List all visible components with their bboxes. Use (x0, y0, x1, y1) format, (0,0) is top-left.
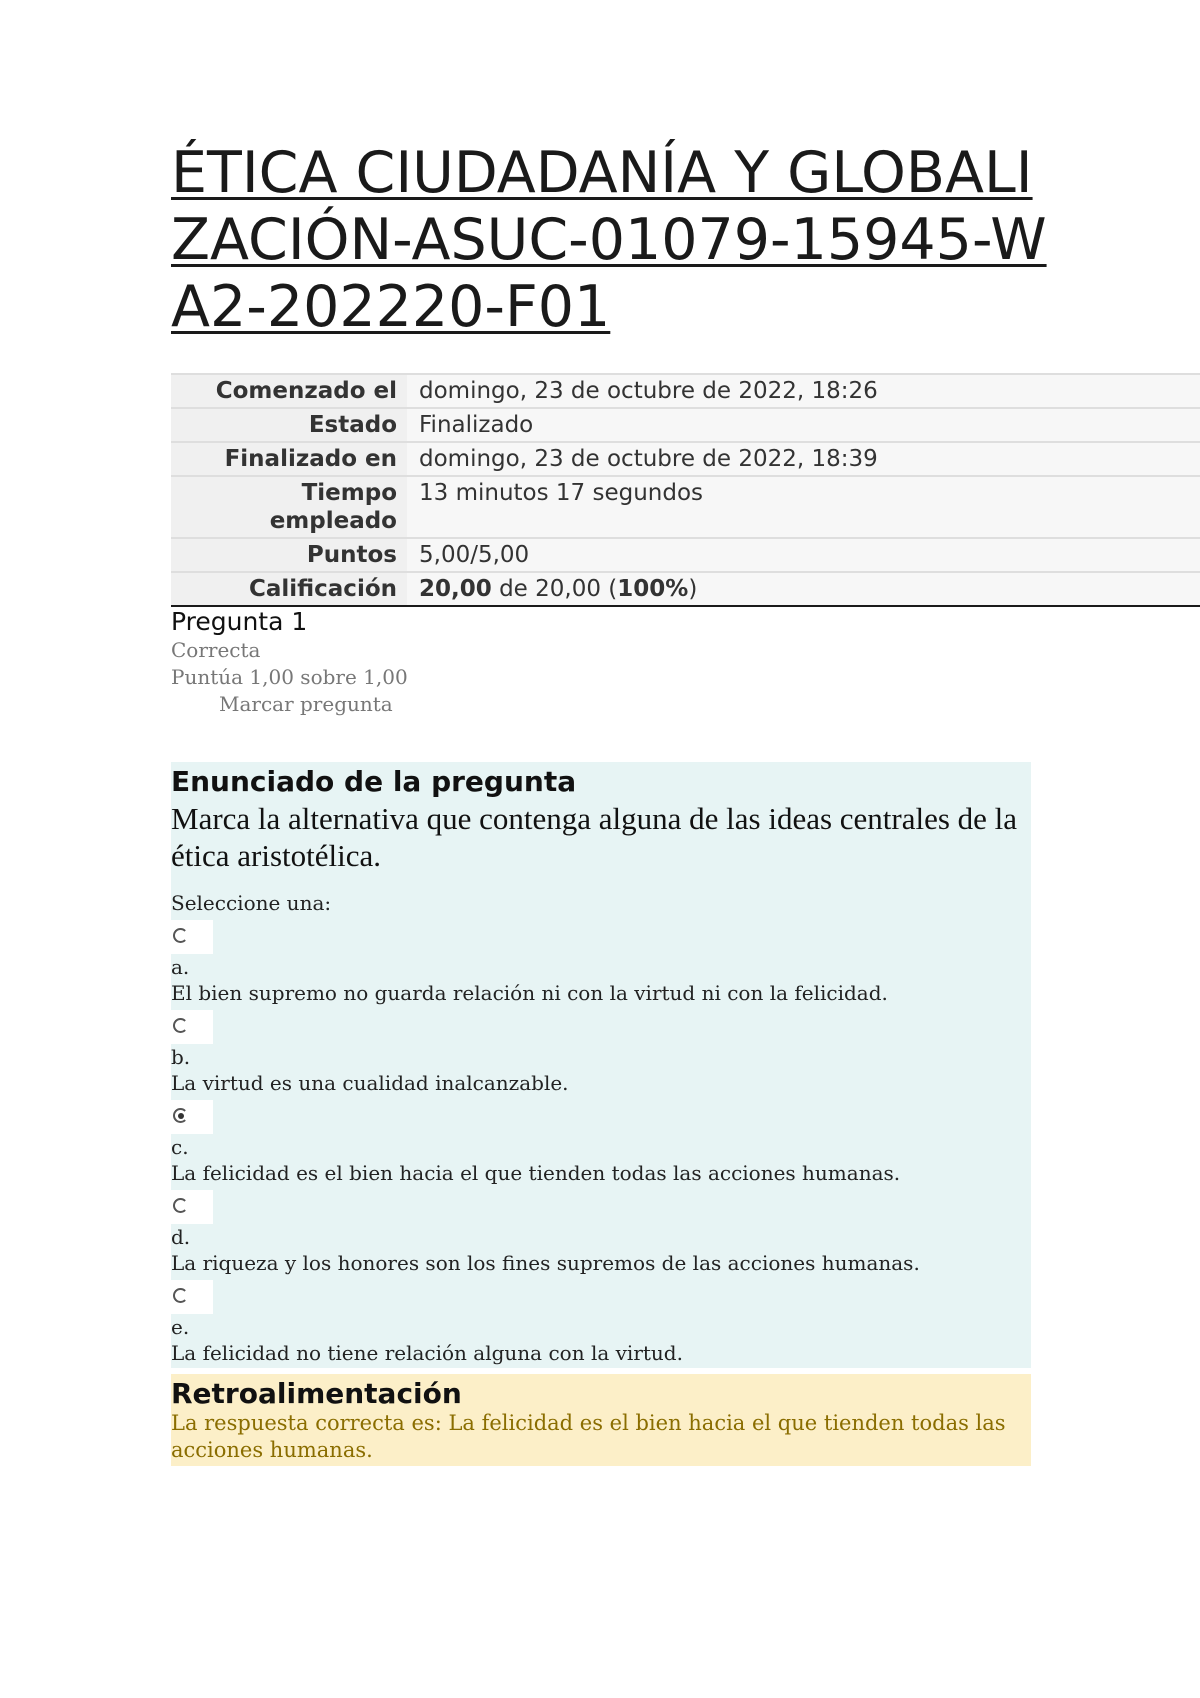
summary-value: 5,00/5,00 (407, 538, 1200, 572)
question-heading: Enunciado de la pregunta (171, 765, 577, 798)
answer-option (171, 1190, 1031, 1276)
option-text[interactable]: La riqueza y los honores son los fines supremos de las acciones humanas. (171, 1251, 920, 1275)
radio-container (171, 1010, 213, 1044)
answer-option (171, 920, 1031, 1006)
radio-button-d[interactable] (173, 1198, 188, 1213)
option-letter: a. (171, 955, 190, 979)
summary-row-finished (171, 442, 1200, 476)
summary-row-grade (171, 572, 1200, 606)
answer-option (171, 1100, 1031, 1186)
summary-row-state (171, 408, 1200, 442)
attempt-summary-table (171, 373, 1200, 607)
option-text[interactable]: La virtud es una cualidad inalcanzable. (171, 1071, 569, 1095)
radio-button-a[interactable] (173, 928, 188, 943)
radio-container (171, 1280, 213, 1314)
answer-prompt: Seleccione una: (171, 891, 332, 915)
summary-label: Tiempo empleado (171, 476, 407, 538)
option-text[interactable]: La felicidad es el bien hacia el que tienden todas las acciones humanas. (171, 1161, 901, 1185)
summary-label: Estado (171, 408, 407, 442)
summary-row-points (171, 538, 1200, 572)
summary-value: 13 minutos 17 segundos (407, 476, 1200, 538)
summary-value: domingo, 23 de octubre de 2022, 18:39 (407, 442, 1200, 476)
feedback-panel (171, 1374, 1031, 1466)
summary-row-time-taken (171, 476, 1200, 538)
summary-label: Comenzado el (171, 374, 407, 408)
question-status: Correcta (171, 638, 261, 662)
summary-value (407, 572, 1200, 606)
grade-percent: 100% (617, 576, 689, 602)
radio-container (171, 1100, 213, 1134)
option-text[interactable]: La felicidad no tiene relación alguna con la virtud. (171, 1341, 683, 1365)
summary-row-started (171, 374, 1200, 408)
question-text: Marca la alternativa que contenga alguna de las ideas centrales de la ética aristotélica. (171, 801, 1018, 873)
correct-answer-text: La respuesta correcta es: La felicidad es el bien hacia el que tienden todas las acciones humanas. (171, 1411, 1006, 1462)
option-letter: b. (171, 1045, 191, 1069)
flag-question-link[interactable]: Marcar pregunta (219, 692, 393, 716)
option-letter: c. (171, 1135, 189, 1159)
question-formulation (171, 762, 1031, 1368)
radio-button-b[interactable] (173, 1018, 188, 1033)
grade-score: 20,00 (419, 576, 492, 602)
radio-container (171, 1190, 213, 1224)
feedback-heading: Retroalimentación (171, 1377, 462, 1410)
radio-button-e[interactable] (173, 1288, 188, 1303)
summary-label: Calificación (171, 572, 407, 606)
question-info (171, 607, 1031, 718)
question-number: Pregunta 1 (171, 607, 308, 636)
option-text[interactable]: El bien supremo no guarda relación ni con la virtud ni con la felicidad. (171, 981, 888, 1005)
course-title-link[interactable]: ÉTICA CIUDADANÍA Y GLOBALIZACIÓN-ASUC-01079-15945-WA2-202220-F01 (171, 140, 1047, 340)
summary-label: Finalizado en (171, 442, 407, 476)
option-letter: e. (171, 1315, 190, 1339)
question-score: Puntúa 1,00 sobre 1,00 (171, 665, 408, 689)
answer-option (171, 1280, 1031, 1366)
summary-value: Finalizado (407, 408, 1200, 442)
option-letter: d. (171, 1225, 191, 1249)
quiz-review-page (171, 140, 1200, 1466)
radio-container (171, 920, 213, 954)
radio-button-c[interactable] (173, 1108, 188, 1123)
summary-label: Puntos (171, 538, 407, 572)
grade-out-of: de 20,00 ( (491, 576, 618, 602)
answer-option (171, 1010, 1031, 1096)
grade-close: ) (688, 576, 698, 602)
summary-value: domingo, 23 de octubre de 2022, 18:26 (407, 374, 1200, 408)
